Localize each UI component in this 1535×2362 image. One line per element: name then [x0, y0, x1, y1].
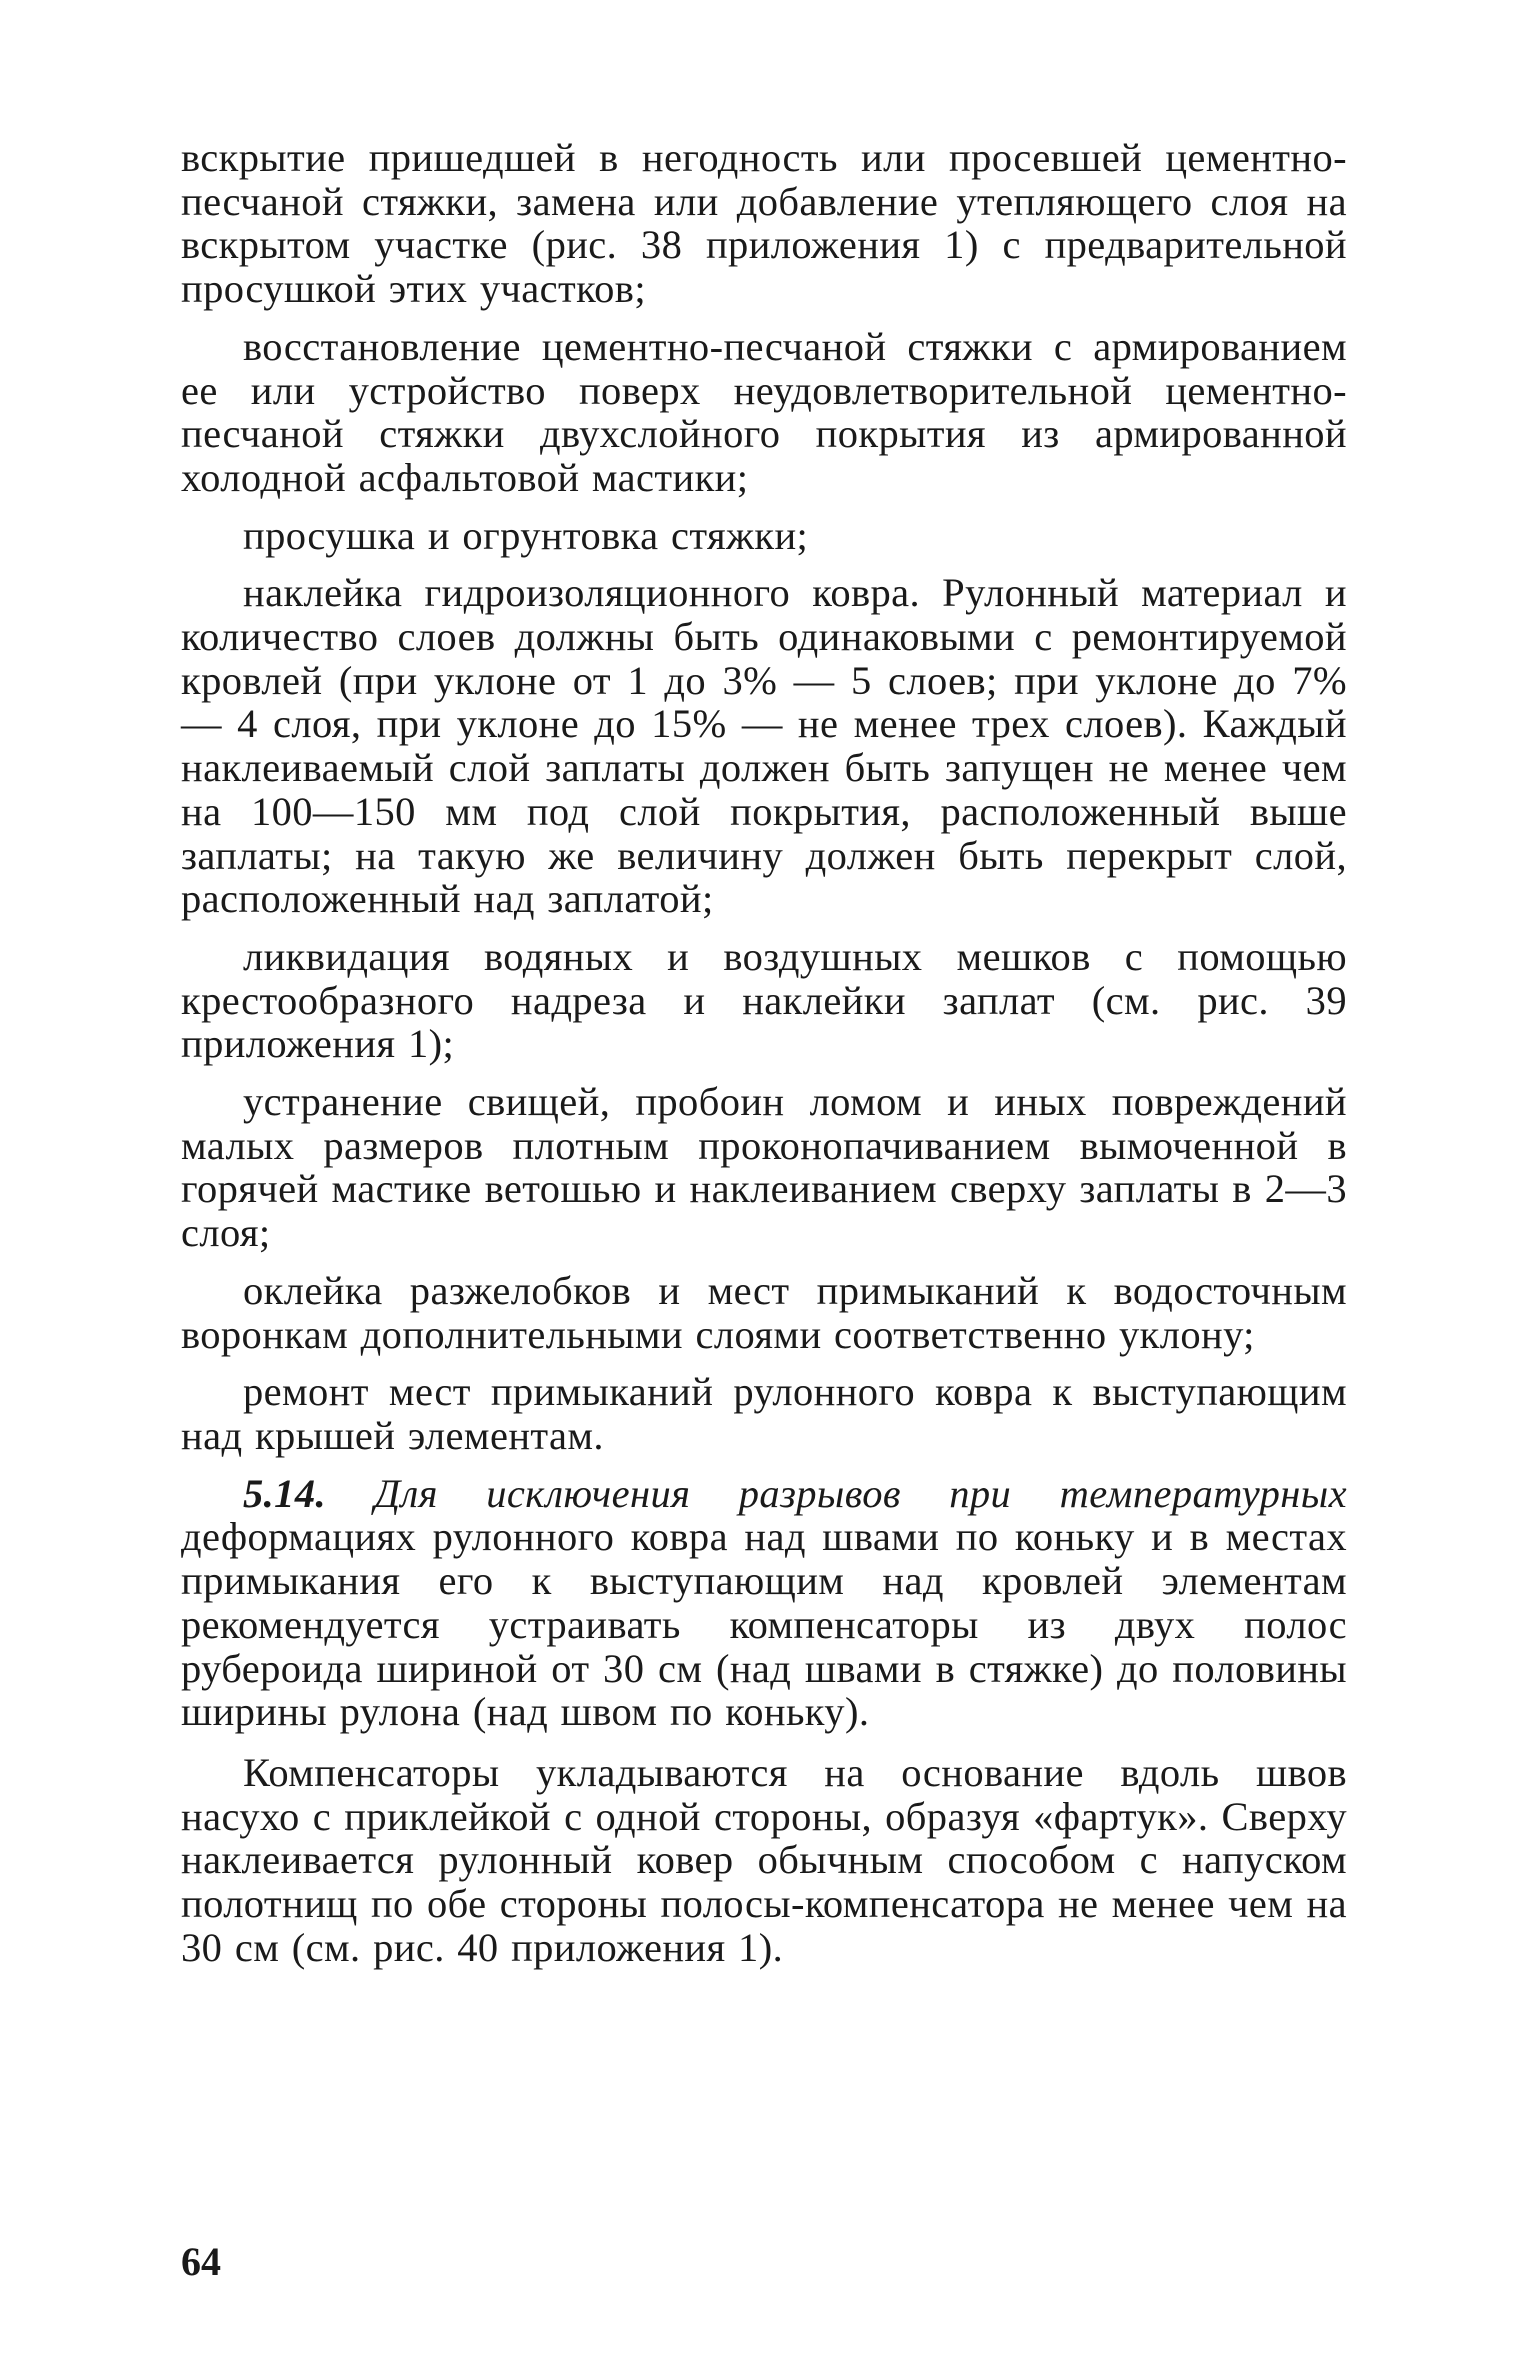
- paragraph-1: вскрытие пришедшей в негодность или просевшей цементно-песчаной стяжки, замена или добавление утепляющего слоя на вскрытом участке (рис. 38 приложения 1) с предварительной просушкой этих участков;: [181, 135, 1347, 312]
- closing-paragraph: Компенсаторы укладываются на основание вдоль швов насухо с приклейкой с одной стороны, образуя «фартук». Сверху наклеивается рулонный ковер обычным способом с напуском полотнищ по обе стороны полосы-компенсатора не менее чем на 30 см (см. рис. 40 приложения 1).: [181, 1749, 1347, 1970]
- paragraph-6: устранение свищей, пробоин ломом и иных повреждений малых размеров плотным проконопачиванием вымоченной в горячей мастике ветошью и наклеиванием сверху заплаты в 2—3 слоя;: [181, 1079, 1347, 1256]
- section-lead: Для исключения разрывов при температурных: [374, 1470, 1347, 1516]
- paragraph-7: оклейка разжелобков и мест примыканий к водосточным воронкам дополнительными слоями соответственно уклону;: [181, 1267, 1347, 1357]
- section-number: 5.14.: [243, 1470, 326, 1516]
- paragraph-3: просушка и огрунтовка стяжки;: [243, 512, 809, 558]
- paragraph-4: наклейка гидроизоляционного ковра. Рулонный материал и количество слоев должны быть одинаковыми с ремонтируемой кровлей (при уклоне от 1 до 3% — 5 слоев; при уклоне до 7% — 4 слоя, при уклоне до 15% — не менее трех слоев). Каждый наклеиваемый слой заплаты должен быть запущен не менее чем на 100—150 мм под слой покрытия, расположенный выше заплаты; на такую же величину должен быть перекрыт слой, расположенный над заплатой;: [181, 570, 1347, 922]
- paragraph-5: ликвидация водяных и воздушных мешков с помощью крестообразного надреза и наклейки заплат (см. рис. 39 приложения 1);: [181, 933, 1347, 1067]
- paragraph-2: восстановление цементно-песчаной стяжки с армированием ее или устройство поверх неудовлетворительной цементно-песчаной стяжки двухслойного покрытия из армированной холодной асфальтовой мастики;: [181, 323, 1347, 500]
- paragraph-8: ремонт мест примыканий рулонного ковра к выступающим над крышей элементам.: [181, 1369, 1347, 1458]
- body-text: [181, 136, 1347, 1969]
- page-number: 64: [181, 2239, 221, 2284]
- section-text: деформациях рулонного ковра над швами по коньку и в местах примыкания его к выступающим над кровлей элементам рекомендуется устраивать компенсаторы из двух полос рубероида шириной от 30 см (над швами в стяжке) до половины ширины рулона (над швом по коньку).: [181, 1514, 1347, 1735]
- section-5-14: [181, 1472, 1347, 1734]
